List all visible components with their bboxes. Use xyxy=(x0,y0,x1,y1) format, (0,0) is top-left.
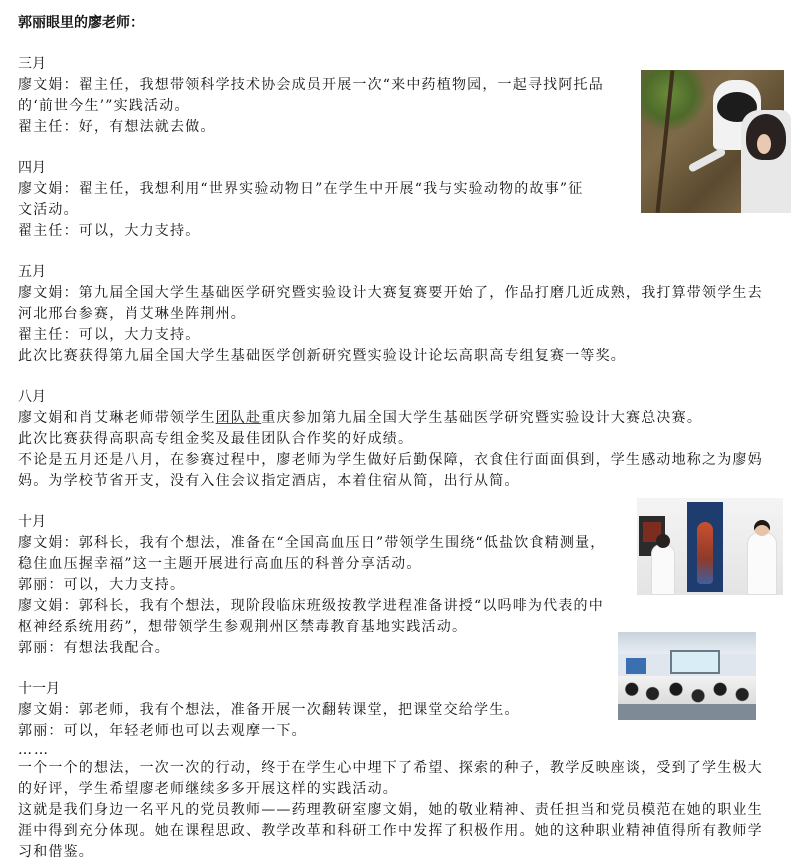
photo-student xyxy=(651,544,675,595)
photo-anatomy-figure xyxy=(697,522,713,584)
photo-person-face xyxy=(757,134,771,154)
dialogue-line: 廖文娟：第九届全国大学生基础医学研究暨实验设计大赛复赛要开始了，作品打磨几近成熟，我打算带领学生去 xyxy=(18,285,763,301)
dialogue-line: 稳住血压握幸福”这一主题开展进行高血压的科普分享活动。 xyxy=(18,556,422,572)
dialogue-line: 郭丽：可以，大力支持。 xyxy=(18,577,186,593)
closing-line: 涯中得到充分体现。她在课程思政、教学改革和科研工作中发挥了积极作用。她的这种职业精神值得所有教师学 xyxy=(18,823,763,839)
anti-drug-exhibit-photo xyxy=(637,498,783,595)
dialogue-line: 的‘前世今生’”实践活动。 xyxy=(18,98,190,114)
dialogue-line: 廖文娟：翟主任，我想利用“世界实验动物日”在学生中开展“我与实验动物的故事”征 xyxy=(18,181,584,197)
month-heading: 五月 xyxy=(18,264,46,280)
closing-line: 习和借鉴。 xyxy=(18,844,94,860)
section-may xyxy=(18,262,796,367)
flipped-classroom-photo xyxy=(618,632,756,720)
herb-garden-photo xyxy=(641,70,784,213)
narrative-text: 廖文娟和肖艾琳老师带领学生 xyxy=(18,410,216,426)
month-heading: 十月 xyxy=(18,514,46,530)
document-title: 郭丽眼里的廖老师： xyxy=(18,15,144,31)
ellipsis: …… xyxy=(18,742,50,758)
month-heading: 四月 xyxy=(18,160,46,176)
result-line: 此次比赛获得高职高专组金奖及最佳团队合作奖的好成绩。 xyxy=(18,431,414,447)
section-august xyxy=(18,387,796,492)
photo-student-head xyxy=(754,520,770,536)
dialogue-line: 翟主任：好，有想法就去做。 xyxy=(18,119,216,135)
photo-student-head xyxy=(656,534,670,548)
result-line: 此次比赛获得第九届全国大学生基础医学创新研究暨实验设计论坛高职高专组复赛一等奖。 xyxy=(18,348,626,364)
dialogue-line: 廖文娟：郭科长，我有个想法，准备在“全国高血压日”带领学生围绕“低盐饮食精测量， xyxy=(18,535,606,551)
photo-student xyxy=(747,532,777,595)
closing-line: 的好评，学生希望廖老师继续多多开展这样的实践活动。 xyxy=(18,781,398,797)
photo-person-arm xyxy=(687,147,726,173)
dialogue-line: 廖文娟：郭科长，我有个想法，现阶段临床班级按教学进程准备讲授“以吗啡为代表的中 xyxy=(18,598,604,614)
dialogue-line: 翟主任：可以，大力支持。 xyxy=(18,223,201,239)
underlined-text: 团队赴 xyxy=(215,410,262,426)
month-heading: 八月 xyxy=(18,389,46,405)
dialogue-line: 郭丽：有想法我配合。 xyxy=(18,640,170,656)
dialogue-line: 河北邢台参赛，肖艾琳坐阵荆州。 xyxy=(18,306,246,322)
narrative-line xyxy=(18,408,796,429)
closing-paragraph xyxy=(18,758,796,863)
dialogue-line: 文活动。 xyxy=(18,202,79,218)
closing-line: 这就是我们身边一名平凡的党员教师——药理教研室廖文娟，她的敬业精神、责任担当和党员模范在她的职业生 xyxy=(18,802,763,818)
photo-desks xyxy=(618,704,756,720)
narrative-line: 妈。为学校节省开支，没有入住会议指定酒店，本着住宿从简，出行从简。 xyxy=(18,473,520,489)
dialogue-line: 枢神经系统用药”，想带领学生参观荆州区禁毒教育基地实践活动。 xyxy=(18,619,468,635)
dialogue-line: 廖文娟：翟主任，我想带领科学技术协会成员开展一次“来中药植物园，一起寻找阿托品 xyxy=(18,77,604,93)
closing-line: 一个一个的想法，一次一次的行动，终于在学生心中埋下了希望、探索的种子，教学反映座谈，受到了学生极大 xyxy=(18,760,763,776)
photo-foliage xyxy=(641,70,711,130)
dialogue-line: 廖文娟：郭老师，我有个想法，准备开展一次翻转课堂，把课堂交给学生。 xyxy=(18,702,520,718)
dialogue-line: 郭丽：可以，年轻老师也可以去观摩一下。 xyxy=(18,723,307,739)
narrative-text: 重庆参加第九届全国大学生基础医学研究暨实验设计大赛总决赛。 xyxy=(261,410,703,426)
photo-whiteboard xyxy=(670,650,720,674)
month-heading: 三月 xyxy=(18,56,46,72)
dialogue-line: 翟主任：可以，大力支持。 xyxy=(18,327,201,343)
photo-display xyxy=(626,658,646,674)
narrative-line: 不论是五月还是八月，在参赛过程中，廖老师为学生做好后勤保障，衣食住行面面俱到，学生感动地称之为廖妈 xyxy=(18,452,763,468)
month-heading: 十一月 xyxy=(18,681,60,697)
